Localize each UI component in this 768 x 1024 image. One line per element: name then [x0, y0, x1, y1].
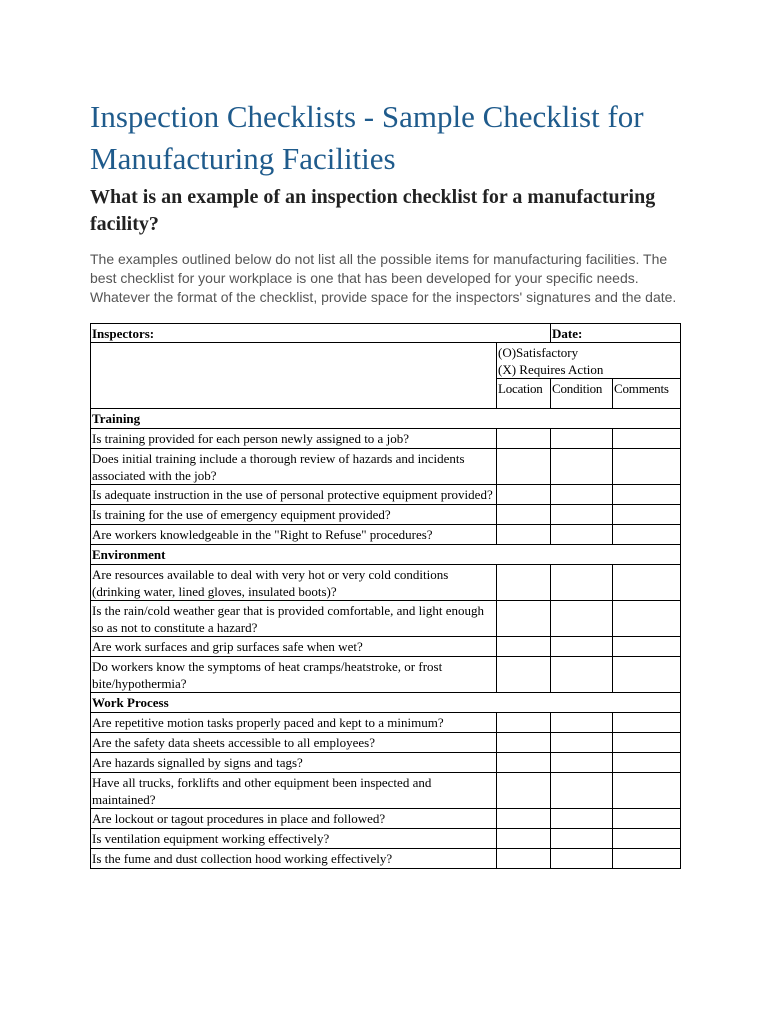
checklist-question: Are work surfaces and grip surfaces safe when wet? [91, 637, 497, 657]
checklist-item-row [91, 773, 681, 809]
comments-cell[interactable] [613, 809, 681, 829]
section-heading-row [91, 409, 681, 429]
document-page [90, 96, 680, 307]
location-cell[interactable] [497, 713, 551, 733]
location-cell[interactable] [497, 829, 551, 849]
checklist-question: Do workers know the symptoms of heat cramps/heatstroke, or frost bite/hypothermia? [91, 657, 497, 693]
checklist-item-row [91, 713, 681, 733]
condition-cell[interactable] [551, 849, 613, 869]
section-heading-row [91, 693, 681, 713]
condition-cell[interactable] [551, 449, 613, 485]
condition-cell[interactable] [551, 773, 613, 809]
checklist-question: Are resources available to deal with very hot or very cold conditions (drinking water, lined gloves, insulated boots)? [91, 565, 497, 601]
location-cell[interactable] [497, 565, 551, 601]
condition-cell[interactable] [551, 829, 613, 849]
checklist-question: Is ventilation equipment working effectively? [91, 829, 497, 849]
checklist-item-row [91, 809, 681, 829]
legend-spacer-cell [91, 343, 497, 409]
condition-cell[interactable] [551, 525, 613, 545]
checklist-item-row [91, 565, 681, 601]
section-heading: Environment [91, 545, 681, 565]
comments-cell[interactable] [613, 753, 681, 773]
checklist-question: Are repetitive motion tasks properly paced and kept to a minimum? [91, 713, 497, 733]
comments-cell[interactable] [613, 637, 681, 657]
location-cell[interactable] [497, 849, 551, 869]
section-heading-row [91, 545, 681, 565]
checklist-question: Are workers knowledgeable in the "Right to Refuse" procedures? [91, 525, 497, 545]
column-header-condition: Condition [551, 379, 613, 409]
checklist-item-row [91, 505, 681, 525]
condition-cell[interactable] [551, 733, 613, 753]
condition-cell[interactable] [551, 505, 613, 525]
location-cell[interactable] [497, 773, 551, 809]
location-cell[interactable] [497, 429, 551, 449]
checklist-item-row [91, 601, 681, 637]
checklist-item-row [91, 485, 681, 505]
condition-cell[interactable] [551, 485, 613, 505]
comments-cell[interactable] [613, 849, 681, 869]
checklist-question: Is the rain/cold weather gear that is provided comfortable, and light enough so as not to constitute a hazard? [91, 601, 497, 637]
comments-cell[interactable] [613, 525, 681, 545]
checklist-question: Is adequate instruction in the use of personal protective equipment provided? [91, 485, 497, 505]
section-heading: Training [91, 409, 681, 429]
header-row [91, 324, 681, 343]
checklist-question: Have all trucks, forklifts and other equipment been inspected and maintained? [91, 773, 497, 809]
checklist-question: Is training provided for each person newly assigned to a job? [91, 429, 497, 449]
date-label: Date: [551, 324, 681, 343]
checklist-question: Are hazards signalled by signs and tags? [91, 753, 497, 773]
checklist-item-row [91, 849, 681, 869]
checklist-item-row [91, 657, 681, 693]
inspection-checklist-table [90, 323, 681, 869]
checklist-item-row [91, 637, 681, 657]
condition-cell[interactable] [551, 637, 613, 657]
checklist-item-row [91, 449, 681, 485]
condition-cell[interactable] [551, 657, 613, 693]
location-cell[interactable] [497, 753, 551, 773]
checklist-question: Are lockout or tagout procedures in place and followed? [91, 809, 497, 829]
checklist-item-row [91, 429, 681, 449]
comments-cell[interactable] [613, 713, 681, 733]
legend-requires-action: (X) Requires Action [498, 362, 604, 377]
condition-cell[interactable] [551, 713, 613, 733]
checklist-item-row [91, 733, 681, 753]
location-cell[interactable] [497, 601, 551, 637]
page-subtitle: What is an example of an inspection checklist for a manufacturing facility? [90, 186, 656, 235]
comments-cell[interactable] [613, 773, 681, 809]
location-cell[interactable] [497, 809, 551, 829]
checklist-item-row [91, 829, 681, 849]
condition-cell[interactable] [551, 429, 613, 449]
checklist-item-row [91, 525, 681, 545]
condition-cell[interactable] [551, 753, 613, 773]
checklist-question: Is the fume and dust collection hood working effectively? [91, 849, 497, 869]
location-cell[interactable] [497, 733, 551, 753]
location-cell[interactable] [497, 525, 551, 545]
location-cell[interactable] [497, 637, 551, 657]
legend-cell [497, 343, 681, 379]
checklist-question: Does initial training include a thorough review of hazards and incidents associated with the job? [91, 449, 497, 485]
condition-cell[interactable] [551, 601, 613, 637]
section-heading: Work Process [91, 693, 681, 713]
checklist-question: Are the safety data sheets accessible to all employees? [91, 733, 497, 753]
comments-cell[interactable] [613, 565, 681, 601]
column-header-comments: Comments [613, 379, 681, 409]
inspectors-label: Inspectors: [91, 324, 551, 343]
comments-cell[interactable] [613, 485, 681, 505]
page-title: Inspection Checklists - Sample Checklist for Manufacturing Facilities [90, 99, 644, 176]
intro-paragraph: The examples outlined below do not list all the possible items for manufacturing facilities. The best checklist for your workplace is one that has been developed for your specific needs. Whatever the format of the checklist, provide space for the inspectors' signatures and the date. [90, 251, 677, 305]
column-header-location: Location [497, 379, 551, 409]
comments-cell[interactable] [613, 449, 681, 485]
checklist-question: Is training for the use of emergency equipment provided? [91, 505, 497, 525]
comments-cell[interactable] [613, 505, 681, 525]
comments-cell[interactable] [613, 429, 681, 449]
comments-cell[interactable] [613, 733, 681, 753]
location-cell[interactable] [497, 657, 551, 693]
comments-cell[interactable] [613, 657, 681, 693]
checklist-item-row [91, 753, 681, 773]
comments-cell[interactable] [613, 829, 681, 849]
legend-row [91, 343, 681, 379]
comments-cell[interactable] [613, 601, 681, 637]
condition-cell[interactable] [551, 809, 613, 829]
legend-satisfactory: (O)Satisfactory [498, 345, 579, 360]
location-cell[interactable] [497, 505, 551, 525]
location-cell[interactable] [497, 449, 551, 485]
condition-cell[interactable] [551, 565, 613, 601]
location-cell[interactable] [497, 485, 551, 505]
